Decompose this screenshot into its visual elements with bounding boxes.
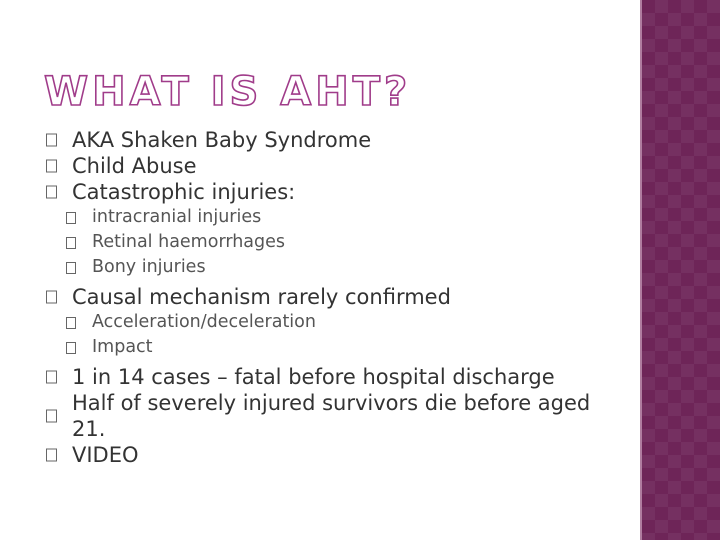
hollow-square-bullet-icon	[46, 160, 57, 173]
bullet-item	[46, 284, 626, 310]
sub-bullet-text: Bony injuries	[92, 257, 206, 277]
sub-bullet-item	[46, 230, 626, 255]
hollow-square-bullet-icon	[66, 262, 76, 274]
sub-bullet-item	[46, 335, 626, 360]
sub-bullet-item	[46, 310, 626, 335]
hollow-square-bullet-icon	[66, 237, 76, 249]
bullet-item	[46, 179, 626, 205]
bullet-item	[46, 153, 626, 179]
hollow-square-bullet-icon	[46, 134, 57, 147]
bullet-text: Causal mechanism rarely confirmed	[72, 285, 451, 309]
sub-bullet-item	[46, 255, 626, 280]
hollow-square-bullet-icon	[46, 186, 57, 199]
bullet-text: AKA Shaken Baby Syndrome	[72, 128, 372, 152]
hollow-square-bullet-icon	[46, 449, 57, 462]
bullet-text: Child Abuse	[72, 154, 197, 178]
bullet-item	[46, 390, 626, 442]
bullet-text: Half of severely injured survivors die before aged 21.	[72, 391, 591, 441]
bullet-item	[46, 442, 626, 468]
slide-title: WHAT IS AHT?	[44, 69, 412, 115]
bullet-list	[46, 127, 626, 468]
hollow-square-bullet-icon	[46, 410, 57, 423]
bullet-text: VIDEO	[72, 443, 139, 467]
hollow-square-bullet-icon	[66, 212, 76, 224]
sub-bullet-text: Impact	[92, 337, 153, 357]
sub-bullet-text: intracranial injuries	[92, 207, 262, 227]
bullet-item	[46, 127, 626, 153]
hollow-square-bullet-icon	[46, 371, 57, 384]
decorative-side-panel	[642, 0, 720, 540]
hollow-square-bullet-icon	[66, 317, 76, 329]
bullet-item	[46, 364, 626, 390]
bullet-text: Catastrophic injuries:	[72, 180, 296, 204]
sub-bullet-item	[46, 205, 626, 230]
bullet-text: 1 in 14 cases – fatal before hospital discharge	[72, 365, 555, 389]
sub-bullet-text: Acceleration/deceleration	[92, 312, 316, 332]
hollow-square-bullet-icon	[46, 291, 57, 304]
sub-bullet-text: Retinal haemorrhages	[92, 232, 286, 252]
hollow-square-bullet-icon	[66, 342, 76, 354]
